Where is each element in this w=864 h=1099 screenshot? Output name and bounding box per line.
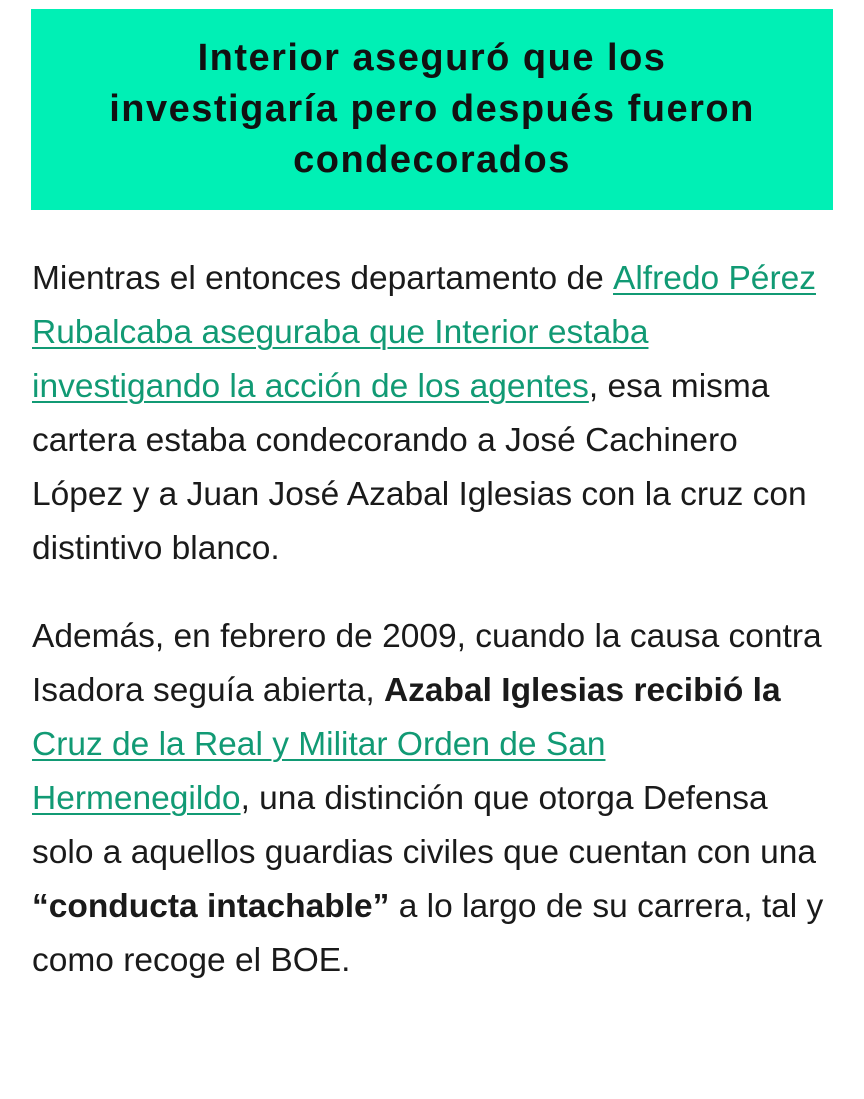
paragraph-2-intro: Además, en febrero de 2009, cuando la causa contra Isadora seguía abierta, [32,618,822,709]
paragraph-1-intro: Mientras el entonces departamento de [32,260,614,297]
headline-title: Interior aseguró que los investigaría pero después fueron condecorados [109,37,755,181]
paragraph-1-rest: , esa misma cartera estaba condecorando a José Cachinero López y a Juan José Azabal Iglesias con la cruz con distintivo blanco. [32,368,807,567]
paragraph-2-middle: , una distinción que otorga Defensa solo a aquellos guardias civiles que cuentan con una [32,780,817,871]
article-body [32,252,832,988]
paragraph-1 [32,252,832,576]
paragraph-2 [32,610,832,988]
headline-banner [31,9,833,210]
san-hermenegildo-link[interactable]: Cruz de la Real y Militar Orden de San Hermenegildo [32,726,606,817]
conducta-intachable-quote: “conducta intachable” [32,888,390,925]
paragraph-2-bold-phrase: Azabal Iglesias recibió la [383,672,781,709]
paragraph-2-end: a lo largo de su carrera, tal y como recoge el BOE. [32,888,824,979]
rubalcaba-investigation-link[interactable]: Alfredo Pérez Rubalcaba aseguraba que Interior estaba investigando la acción de los agentes [32,260,816,405]
